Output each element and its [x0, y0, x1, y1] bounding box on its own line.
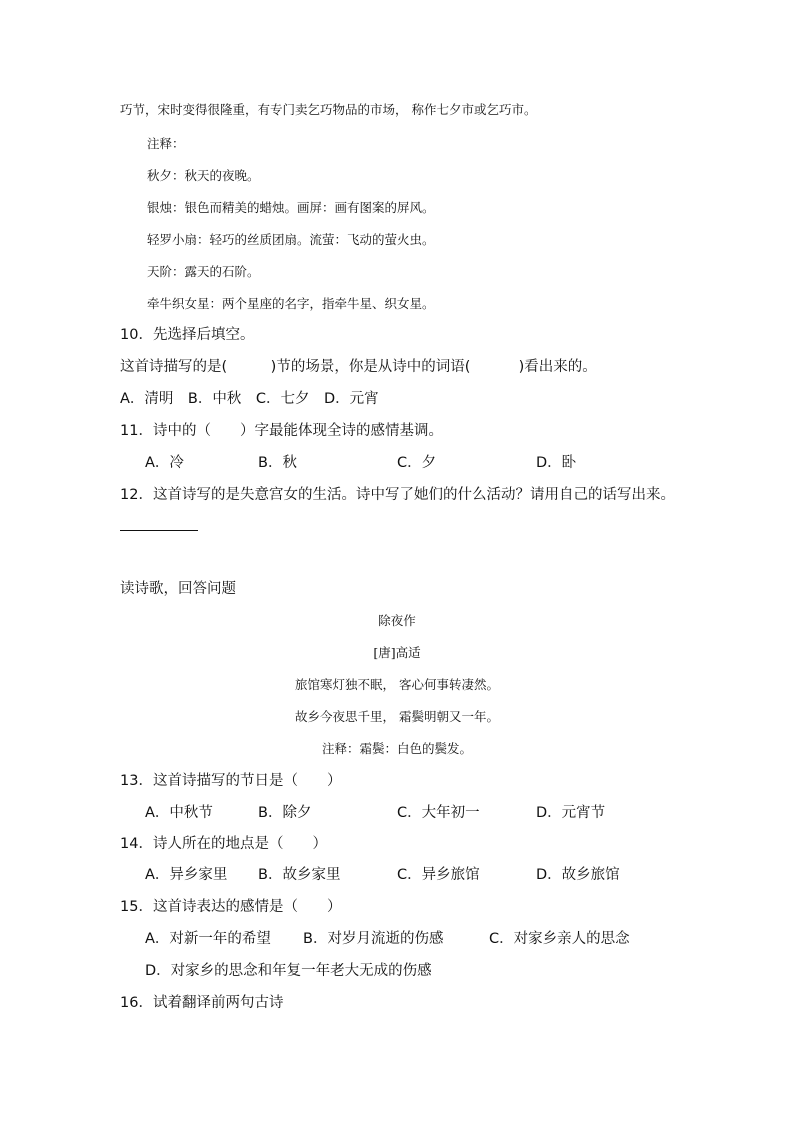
question-14-option-a: A．异乡家里 — [145, 867, 228, 883]
notes-heading: 注释： — [147, 136, 185, 151]
question-14-option-d: D．故乡旅馆 — [536, 867, 620, 883]
poem-note: 注释：霜鬓：白色的鬓发。 — [321, 741, 472, 756]
answer-blank-line — [120, 530, 198, 531]
question-14-option-b: B．故乡家里 — [258, 867, 341, 883]
question-14-option-c: C．异乡旅馆 — [397, 867, 480, 883]
question-11-option-c: C．夕 — [397, 455, 437, 471]
poem-title: 除夜作 — [378, 613, 416, 628]
question-16-stem: 16．试着翻译前两句古诗 — [120, 995, 284, 1011]
question-11-option-a: A．冷 — [145, 455, 184, 471]
question-12-stem: 12．这首诗写的是失意宫女的生活。诗中写了她们的什么活动？请用自己的话写出来。 — [120, 487, 675, 503]
question-14-stem: 14．诗人所在的地点是（ ） — [120, 836, 327, 852]
question-15-stem: 15．这首诗表达的感情是（ ） — [120, 899, 342, 915]
question-15-option-a: A．对新一年的希望 — [145, 931, 271, 947]
question-10-sentence: 这首诗描写的是( )节的场景，你是从诗中的词语( )看出来的。 — [120, 359, 597, 375]
question-13-option-d: D．元宵节 — [536, 805, 606, 821]
question-10-stem: 10．先选择后填空。 — [120, 327, 255, 343]
note-item: 秋夕：秋天的夜晚。 — [147, 168, 260, 183]
question-11-option-b: B．秋 — [258, 455, 297, 471]
note-item: 轻罗小扇：轻巧的丝质团扇。流萤：飞动的萤火虫。 — [147, 232, 435, 247]
note-item: 银烛：银色而精美的蜡烛。画屏：画有图案的屏风。 — [147, 200, 435, 215]
question-13-stem: 13．这首诗描写的节日是（ ） — [120, 773, 342, 789]
question-15-option-d: D．对家乡的思念和年复一年老大无成的伤感 — [145, 963, 432, 979]
passage-intro-tail: 巧节，宋时变得很隆重，有专门卖乞巧物品的市场， 称作七夕市或乞巧市。 — [120, 102, 537, 117]
note-item: 牵牛织女星：两个星座的名字，指牵牛星、织女星。 — [147, 296, 435, 311]
question-13-option-c: C．大年初一 — [397, 805, 480, 821]
question-10-options: A．清明 B．中秋 C．七夕 D．元宵 — [120, 391, 379, 407]
question-15-option-c: C．对家乡亲人的思念 — [489, 931, 630, 947]
question-13-option-a: A．中秋节 — [145, 805, 213, 821]
poem-verse: 旅馆寒灯独不眠， 客心何事转凄然。 — [295, 677, 499, 692]
question-15-option-b: B．对岁月流逝的伤感 — [303, 931, 444, 947]
question-11-option-d: D．卧 — [536, 455, 577, 471]
note-item: 天阶：露天的石阶。 — [147, 264, 260, 279]
question-13-option-b: B．除夕 — [258, 805, 312, 821]
section-heading: 读诗歌，回答问题 — [120, 581, 236, 597]
poem-verse: 故乡今夜思千里， 霜鬓明朝又一年。 — [295, 709, 499, 724]
question-11-stem: 11．诗中的（ ）字最能体现全诗的感情基调。 — [120, 423, 443, 439]
poem-author: [唐]高适 — [373, 645, 421, 660]
